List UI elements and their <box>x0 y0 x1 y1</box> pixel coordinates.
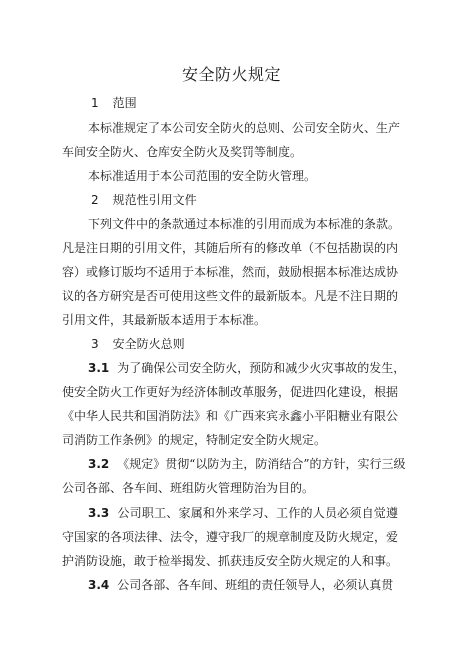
paragraph-line: 议的各方研究是否可使用这些文件的最新版本。凡是不注日期的 <box>62 289 399 303</box>
section-heading-2 <box>91 193 197 207</box>
clause-3-4-line <box>88 578 393 592</box>
paragraph-line: 公司各部、各车间、班组防火管理防治为目的。 <box>62 481 315 495</box>
section-number: 2 <box>91 193 99 207</box>
paragraph-line: 下列文件中的条款通过本标准的引用而成为本标准的条款。 <box>88 217 401 231</box>
section-number: 3 <box>91 337 99 351</box>
paragraph-line: 守国家的各项法律、法令，遵守我厂的规章制度及防火规定，爱 <box>62 530 399 544</box>
section-number: 1 <box>91 96 99 110</box>
clause-number: 3.4 <box>88 578 110 592</box>
clause-text: 《规定》贯彻“以防为主，防消结合”的方针，实行三级 <box>117 457 406 471</box>
paragraph-line: 本标准适用于本公司范围的安全防火管理。 <box>88 169 317 183</box>
paragraph-line: 容）或修订版均不适用于本标准，然而，鼓励根据本标准达成协 <box>62 265 399 279</box>
paragraph-line: 车间安全防火、仓库安全防火及奖罚等制度。 <box>62 145 303 159</box>
section-title: 规范性引用文件 <box>112 193 197 207</box>
section-heading-1 <box>91 96 137 110</box>
clause-number: 3.3 <box>88 506 110 520</box>
clause-number: 3.2 <box>88 457 110 471</box>
paragraph-line: 本标准规定了本公司安全防火的总则、公司安全防火、生产 <box>88 121 401 135</box>
clause-text: 公司各部、各车间、班组的责任领导人，必须认真贯 <box>117 578 394 592</box>
document-title: 安全防火规定 <box>181 65 281 84</box>
paragraph-line: 凡是注日期的引用文件，其随后所有的修改单（不包括勘误的内 <box>62 241 399 255</box>
clause-text: 为了确保公司安全防火，预防和减少火灾事故的发生， <box>117 361 406 375</box>
clause-3-3-line <box>88 506 398 520</box>
clause-3-2-line <box>88 457 406 471</box>
section-heading-3 <box>91 337 185 351</box>
paragraph-line: 引用文件，其最新版本适用于本标准。 <box>62 313 267 327</box>
section-title: 安全防火总则 <box>112 337 185 351</box>
clause-text: 公司职工、家属和外来学习、工作的人员必须自觉遵 <box>117 506 398 520</box>
clause-3-1-line <box>88 361 406 375</box>
paragraph-line: 《中华人民共和国消防法》和《广西来宾永鑫小平阳糖业有限公 <box>62 409 399 423</box>
clause-number: 3.1 <box>88 361 110 375</box>
paragraph-line: 护消防设施，敢于检举揭发、抓获违反安全防火规定的人和事。 <box>62 554 399 568</box>
paragraph-line: 使安全防火工作更好为经济体制改革服务，促进四化建设，根据 <box>62 385 399 399</box>
section-title: 范围 <box>112 96 137 110</box>
paragraph-line: 司消防工作条例》的规定，特制定安全防火规定。 <box>62 433 327 447</box>
